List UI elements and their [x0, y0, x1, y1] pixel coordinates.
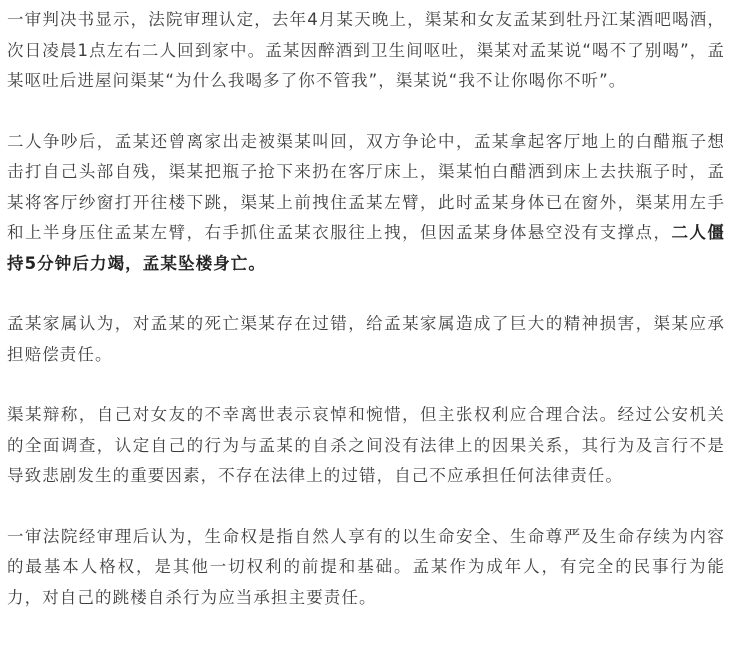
paragraph-defense [7, 400, 725, 492]
paragraph-bold-text: 二人僵持5分钟后力竭，孟某坠楼身亡。 [7, 223, 725, 273]
paragraph-court-opinion [7, 522, 725, 614]
paragraph-text: 一审判决书显示，法院审理认定，去年4月某天晚上，渠某和女友孟某到牡丹江某酒吧喝酒，次日凌晨1点左右二人回到家中。孟某因醉酒到卫生间呕吐，渠某对孟某说“喝不了别喝”，孟某呕吐后进屋问渠某“为什么我喝多了你不管我”，渠某说“我不让你喝你不听”。 [7, 10, 725, 90]
paragraph-judgment-findings [7, 5, 725, 97]
paragraph-text: 渠某辩称，自己对女友的不幸离世表示哀悼和惋惜，但主张权利应合理合法。经过公安机关的全面调查，认定自己的行为与孟某的自杀之间没有法律上的因果关系，其行为及言行不是导致悲剧发生的重要因素，不存在法律上的过错，自己不应承担任何法律责任。 [7, 405, 725, 485]
paragraph-text: 一审法院经审理后认为，生命权是指自然人享有的以生命安全、生命尊严及生命存续为内容的最基本人格权，是其他一切权利的前提和基础。孟某作为成年人，有完全的民事行为能力，对自己的跳楼自杀行为应当承担主要责任。 [7, 526, 725, 607]
paragraph-family-claim [7, 309, 725, 370]
paragraph-argument-details [7, 127, 725, 280]
paragraph-text: 二人争吵后，孟某还曾离家出走被渠某叫回，双方争论中，孟某拿起客厅地上的白醋瓶子想击打自己头部自残，渠某把瓶子抢下来扔在客厅床上，渠某怕白醋洒到床上去扶瓶子时，孟某将客厅纱窗打开往楼下跳，渠某上前拽住孟某左臂，此时孟某身体已在窗外，渠某用左手和上半身压住孟某左臂，右手抓住孟某衣服往上拽，但因孟某身体悬空没有支撑点， [7, 131, 725, 242]
article-body [7, 5, 725, 613]
paragraph-text: 孟某家属认为，对孟某的死亡渠某存在过错，给孟某家属造成了巨大的精神损害，渠某应承担赔偿责任。 [7, 314, 725, 364]
